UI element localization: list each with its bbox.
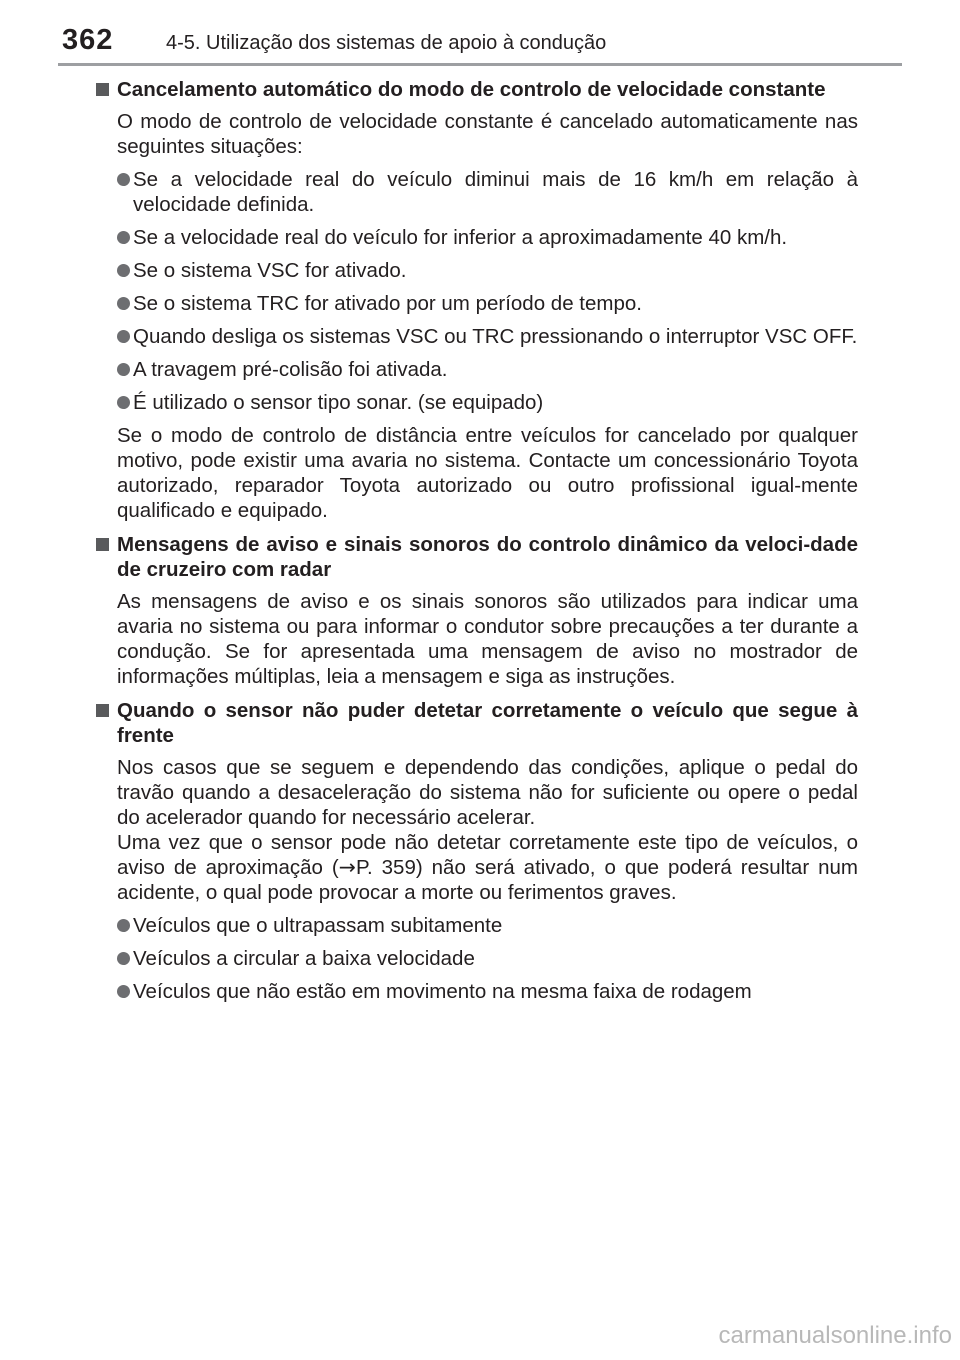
list-item: [96, 979, 858, 1004]
round-bullet-icon: [117, 297, 130, 310]
list-item-text: Quando desliga os sistemas VSC ou TRC pressionando o interruptor VSC OFF.: [133, 325, 858, 348]
square-bullet-icon: [96, 538, 109, 551]
list-item: [96, 258, 858, 283]
page-content: [96, 77, 858, 1012]
list-item-text: Se o sistema VSC for ativado.: [133, 259, 407, 282]
list-item: [96, 225, 858, 250]
list-item-text: A travagem pré-colisão foi ativada.: [133, 358, 448, 381]
round-bullet-icon: [117, 264, 130, 277]
page-header: [0, 0, 960, 68]
site-watermark: carmanualsonline.info: [718, 1322, 952, 1349]
section-heading-text: Quando o sensor não puder detetar corretamente o veículo que segue à frente: [117, 699, 858, 747]
section-heading: [96, 532, 858, 582]
round-bullet-icon: [117, 363, 130, 376]
list-item: [96, 913, 858, 938]
arrow-right-icon: →: [338, 855, 356, 879]
section-heading: [96, 698, 858, 748]
section-intro: As mensagens de aviso e os sinais sonoros são utilizados para indicar uma avaria no sistema ou para informar o condutor sobre precauções a ter durante a condução. Se for apresentada uma mensagem de aviso no mostrador de informações múltiplas, leia a mensagem e siga as instruções.: [117, 590, 858, 688]
warning-text-after: ) não será ativado, o que poderá resultar num acidente, o qual pode provocar a morte ou ferimentos graves.: [117, 856, 858, 904]
section-warning: [96, 830, 858, 905]
list-item: [96, 324, 858, 349]
round-bullet-icon: [117, 952, 130, 965]
list-item: [96, 291, 858, 316]
list-item: [96, 390, 858, 415]
round-bullet-icon: [117, 330, 130, 343]
round-bullet-icon: [117, 231, 130, 244]
warning-text-before: Uma vez que o sensor pode não detetar corretamente este tipo de veículos, o aviso de aproximação (: [117, 831, 858, 879]
list-item-text: É utilizado o sensor tipo sonar. (se equipado): [133, 391, 544, 414]
round-bullet-icon: [117, 985, 130, 998]
round-bullet-icon: [117, 173, 130, 186]
round-bullet-icon: [117, 396, 130, 409]
section-outro: Se o modo de controlo de distância entre veículos for cancelado por qualquer motivo, pode existir uma avaria no sistema. Contacte um concessionário Toyota autorizado, reparador Toyota autorizado ou outro profissional igual-mente qualificado e equipado.: [117, 424, 858, 522]
list-item-text: Se a velocidade real do veículo for inferior a aproximadamente 40 km/h.: [133, 226, 788, 249]
round-bullet-icon: [117, 919, 130, 932]
list-item-text: Veículos que o ultrapassam subitamente: [133, 914, 503, 937]
page-number: 362: [62, 24, 114, 56]
list-item-text: Se o sistema TRC for ativado por um período de tempo.: [133, 292, 642, 315]
list-item: [96, 167, 858, 217]
list-item: [96, 946, 858, 971]
chapter-title: 4-5. Utilização dos sistemas de apoio à condução: [166, 32, 607, 54]
list-item-text: Veículos a circular a baixa velocidade: [133, 947, 475, 970]
section-intro: O modo de controlo de velocidade constante é cancelado automaticamente nas seguintes situações:: [117, 110, 858, 158]
section-intro: Nos casos que se seguem e dependendo das condições, aplique o pedal do travão quando a desaceleração do sistema não for suficiente ou opere o pedal do acelerador quando for necessário acelerar.: [117, 756, 858, 829]
list-item-text: Veículos que não estão em movimento na mesma faixa de rodagem: [133, 980, 752, 1003]
section-heading: [96, 77, 858, 102]
list-item: [96, 357, 858, 382]
header-divider: [58, 63, 902, 66]
section-heading-text: Cancelamento automático do modo de controlo de velocidade constante: [117, 78, 826, 101]
square-bullet-icon: [96, 704, 109, 717]
list-item-text: Se a velocidade real do veículo diminui mais de 16 km/h em relação à velocidade definida.: [133, 168, 858, 216]
section-heading-text: Mensagens de aviso e sinais sonoros do controlo dinâmico da veloci-dade de cruzeiro com radar: [117, 533, 858, 581]
square-bullet-icon: [96, 83, 109, 96]
page-reference-link[interactable]: P. 359: [355, 856, 416, 879]
